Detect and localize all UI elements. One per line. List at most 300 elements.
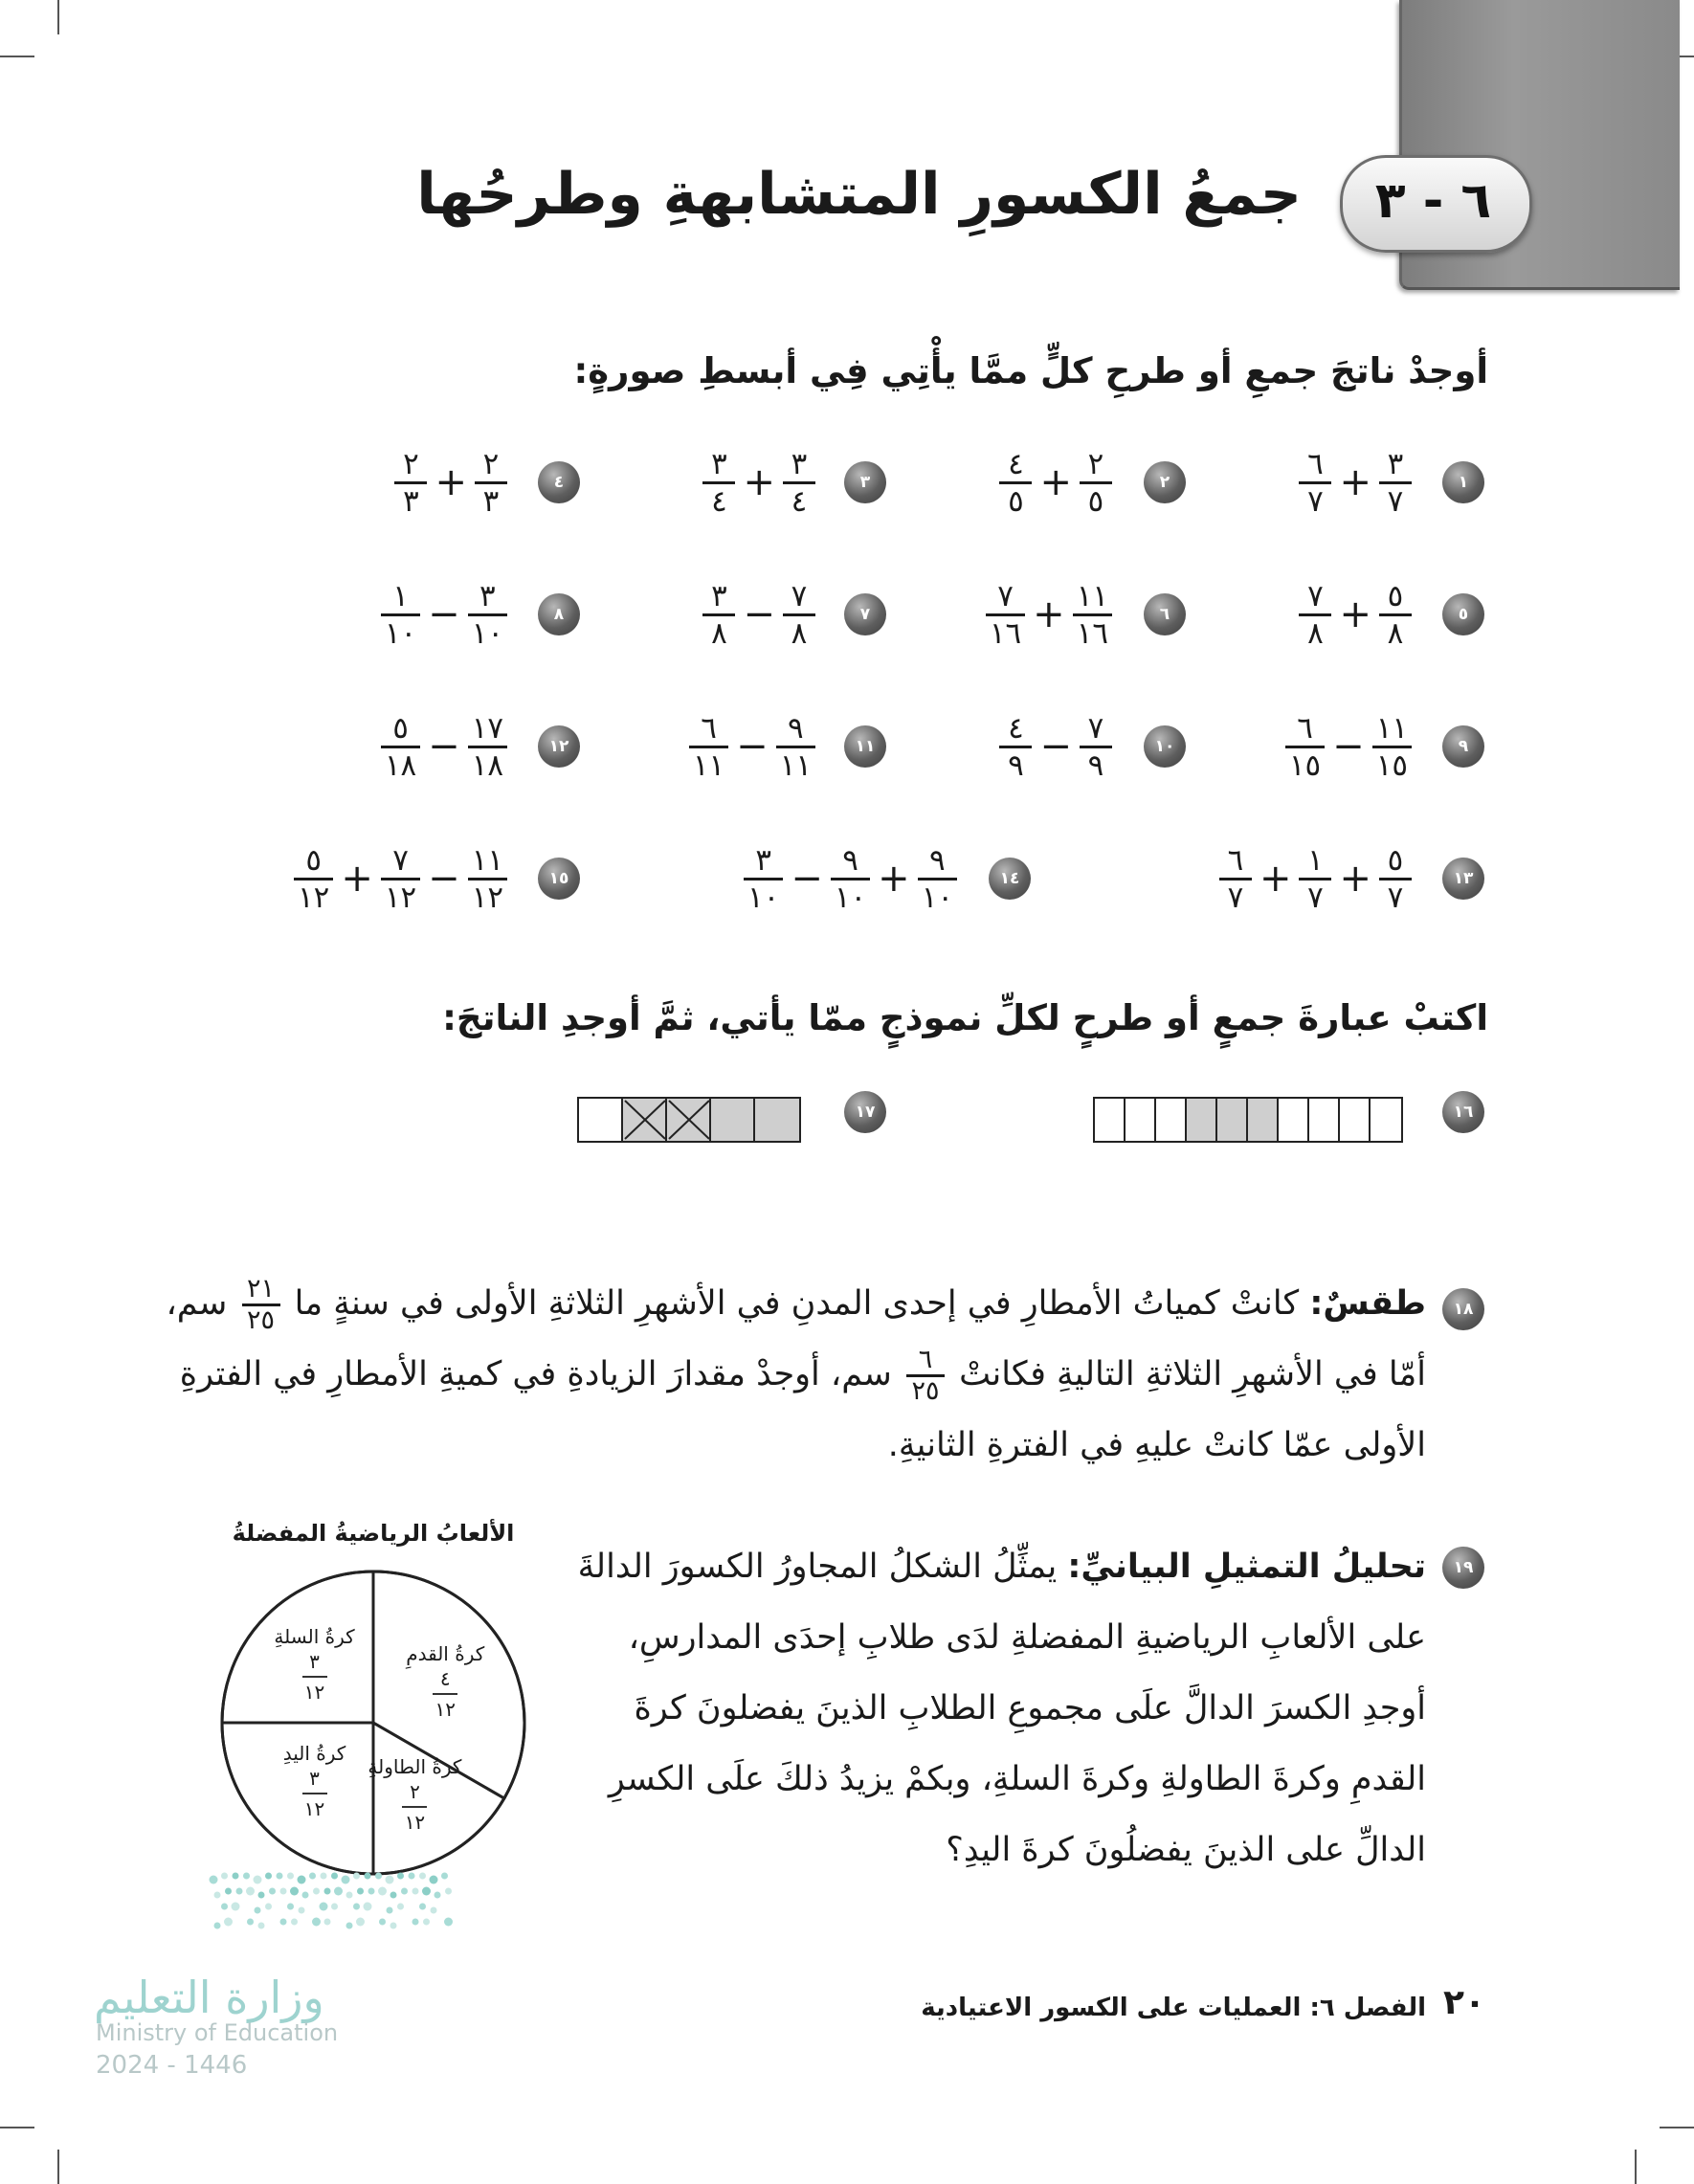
fraction [1285, 711, 1325, 783]
operator: + [878, 857, 910, 901]
logo-dot [342, 1876, 350, 1884]
operator: − [736, 724, 769, 769]
logo-dot [247, 1919, 254, 1926]
logo-dot [390, 1923, 397, 1929]
logo-dot [397, 1904, 404, 1910]
numerator: ١ [392, 578, 409, 613]
exercise-bullet: ٧ [844, 593, 886, 635]
fraction-expression [381, 706, 507, 787]
fraction [381, 843, 420, 915]
fraction [1299, 843, 1331, 915]
denominator: ١٦ [1076, 615, 1108, 651]
ministry-name-english: Ministry of Education [96, 2019, 339, 2046]
logo-dot [419, 1873, 426, 1880]
fraction [783, 447, 815, 519]
numerator: ٤ [1008, 446, 1024, 481]
operator: + [341, 857, 373, 901]
numerator: ٣ [755, 842, 772, 878]
numerator: ٩ [929, 842, 946, 878]
logo-dot [445, 1888, 452, 1895]
denominator: ١٨ [384, 747, 417, 783]
logo-dot [265, 1904, 272, 1910]
fraction [689, 711, 728, 783]
bar-cell [1156, 1099, 1187, 1141]
exercise-bullet: ١٣ [1442, 858, 1484, 900]
numerator: ٤ [439, 1666, 451, 1690]
slice-name: كرةُ اليدِ [282, 1742, 346, 1766]
exercise-bullet: ٣ [844, 461, 886, 503]
logo-dot [258, 1892, 265, 1899]
numerator: ٣ [791, 446, 808, 481]
denominator: ١١ [779, 747, 812, 783]
problem18-line3: الأولى عمّا كانتْ عليهِ في الفترةِ الثانيةِ. [887, 1426, 1426, 1464]
numerator: ٢ [1087, 446, 1104, 481]
denominator: ١٢ [384, 880, 417, 915]
logo-dot [378, 1887, 387, 1896]
logo-dot [441, 1873, 448, 1880]
denominator: ١٠ [384, 615, 417, 651]
denominator: ٢٥ [247, 1304, 276, 1335]
exercise-bullet: ١٥ [538, 858, 580, 900]
section1-instruction: أوجدْ ناتجَ جمعِ أو طرحِ كلٍّ ممَّا يأْتِي فِي أبسطِ صورةٍ: [573, 350, 1488, 391]
problem18-label: طقسٌ: [1309, 1284, 1426, 1323]
logo-dot [214, 1892, 221, 1899]
logo-dot [221, 1873, 228, 1880]
logo-dot [287, 1904, 294, 1910]
numerator: ٧ [791, 578, 808, 613]
logo-dot [298, 1876, 306, 1884]
operator: + [1339, 857, 1371, 901]
exercise-bullet: ١٤ [989, 858, 1031, 900]
exercise-bullet: ١٩ [1442, 1547, 1484, 1589]
bar-cell [1309, 1099, 1340, 1141]
logo-dot [210, 1876, 218, 1884]
logo-dot [397, 1873, 404, 1880]
logo-dot [419, 1904, 426, 1910]
crop-mark [1660, 2127, 1694, 2128]
fraction [468, 843, 507, 915]
bar-cell [1340, 1099, 1371, 1141]
numerator: ٢ [403, 446, 419, 481]
fraction [294, 843, 333, 915]
denominator: ١٨ [471, 747, 503, 783]
operator: − [743, 592, 775, 636]
logo-dot [287, 1873, 294, 1880]
logo-dot [236, 1888, 243, 1895]
logo-dot [291, 1919, 298, 1926]
bar-cell [1095, 1099, 1126, 1141]
denominator: ١٢ [435, 1697, 456, 1721]
fraction [776, 711, 815, 783]
logo-dot [334, 1887, 343, 1896]
numerator: ٩ [788, 710, 804, 746]
problem19-line1: يمثِّلُ الشكلُ المجاورُ الكسورَ الدالةَ [577, 1548, 1058, 1586]
bar-cell [1248, 1099, 1279, 1141]
fraction [783, 579, 815, 651]
fraction-expression [1285, 706, 1412, 787]
fraction-expression [744, 838, 957, 919]
exercise-bullet: ١٢ [538, 725, 580, 768]
pie-slice-label [267, 1741, 363, 1821]
numerator: ٣ [479, 578, 496, 613]
operator: + [435, 460, 467, 504]
operator: − [428, 857, 460, 901]
numerator: ٧ [392, 842, 409, 878]
denominator: ٣ [403, 483, 419, 519]
logo-dot [390, 1892, 397, 1899]
operator: + [1259, 857, 1292, 901]
ministry-logo-dots-icon [206, 1866, 455, 1943]
crop-mark [1635, 2150, 1637, 2184]
fraction [1080, 711, 1112, 783]
logo-dot [246, 1887, 255, 1896]
logo-dot [346, 1892, 353, 1899]
logo-dot [320, 1903, 328, 1911]
fraction [1080, 447, 1112, 519]
fraction-bar [402, 1806, 427, 1808]
operator: + [1039, 460, 1072, 504]
logo-dot [290, 1887, 299, 1896]
fraction-expression [394, 442, 507, 523]
numerator: ١١ [1076, 578, 1108, 613]
operator: − [1332, 724, 1365, 769]
logo-dot [232, 1903, 240, 1911]
denominator: ١٢ [303, 1680, 325, 1704]
numerator: ٣ [309, 1767, 320, 1791]
logo-dot [255, 1907, 261, 1914]
lesson-title: جمعُ الكسورِ المتشابهةِ وطرحُها [416, 161, 1302, 228]
denominator: ١٢ [303, 1797, 325, 1821]
numerator: ١ [1307, 842, 1324, 878]
numerator: ٥ [392, 710, 409, 746]
fraction-expression [1219, 838, 1412, 919]
denominator: ١٠ [747, 880, 780, 915]
operator: − [1039, 724, 1072, 769]
exercise-bullet: ١٦ [1442, 1091, 1484, 1133]
denominator: ٧ [1307, 483, 1324, 519]
slice-name: كرةُ الطاولةِ [368, 1755, 462, 1779]
denominator: ١٥ [1375, 747, 1408, 783]
fraction [918, 843, 957, 915]
numerator: ٦ [1227, 842, 1244, 878]
logo-dot [214, 1923, 221, 1929]
crop-mark [57, 0, 59, 34]
crop-mark [0, 2127, 34, 2128]
logo-dot [412, 1888, 419, 1895]
crop-mark [0, 56, 34, 57]
numerator: ٣ [711, 446, 727, 481]
fraction-bar [433, 1693, 457, 1695]
slice-name: كرةُ السلةِ [274, 1624, 355, 1648]
logo-dot [258, 1923, 265, 1929]
exercise-bullet: ٥ [1442, 593, 1484, 635]
operator: + [1033, 592, 1065, 636]
problem19-line2: على الألعابِ الرياضيةِ المفضلةِ لدَى طلابِ إحدَى المدارسِ، [628, 1618, 1426, 1657]
logo-dot [435, 1892, 441, 1899]
fraction-expression [689, 706, 815, 787]
bar-cell-crossed [623, 1099, 667, 1141]
fraction-expression [999, 706, 1112, 787]
numerator: ٣ [711, 578, 727, 613]
problem18-line1b: سم، [166, 1284, 228, 1323]
numerator: ٢ [482, 446, 500, 481]
numerator: ١١ [1375, 710, 1408, 746]
logo-dot [299, 1907, 305, 1914]
bar-cell [579, 1099, 623, 1141]
numerator: ٧ [1087, 710, 1104, 746]
denominator: ٧ [1227, 880, 1244, 915]
logo-dot [331, 1904, 338, 1910]
slice-name: كرةُ القدمِ [406, 1641, 485, 1665]
fraction-bar [302, 1793, 327, 1794]
logo-dot [312, 1918, 321, 1927]
fraction-expression [381, 574, 507, 655]
denominator: ١٠ [921, 880, 953, 915]
operator: − [791, 857, 823, 901]
fraction [1299, 579, 1331, 651]
logo-dot [280, 1919, 287, 1926]
fraction-expression [702, 442, 815, 523]
fraction-expression [702, 574, 815, 655]
fraction [702, 579, 735, 651]
numerator: ٧ [1307, 578, 1324, 613]
fraction [1379, 843, 1412, 915]
bar-cell-crossed [667, 1099, 711, 1141]
numerator: ٢ [410, 1780, 420, 1804]
crop-mark [57, 2150, 59, 2184]
exercise-bullet: ٤ [538, 461, 580, 503]
fraction [381, 711, 420, 783]
logo-dot [254, 1876, 262, 1884]
operator: + [1339, 460, 1371, 504]
exercise-bullet: ٩ [1442, 725, 1484, 768]
fraction-expression [1299, 574, 1412, 655]
denominator: ١٦ [989, 615, 1022, 651]
exercise-bullet: ٢ [1144, 461, 1186, 503]
exercise-bullet: ١٨ [1442, 1288, 1484, 1330]
logo-dot [387, 1907, 393, 1914]
logo-dot [356, 1918, 365, 1927]
logo-dot [357, 1888, 364, 1895]
logo-dot [401, 1888, 408, 1895]
fraction [394, 447, 427, 519]
denominator: ٨ [711, 615, 727, 651]
cross-icon [623, 1099, 667, 1141]
exercise-bullet: ١١ [844, 725, 886, 768]
denominator: ٣ [482, 483, 500, 519]
bar-cell [1279, 1099, 1309, 1141]
logo-dot [221, 1904, 228, 1910]
logo-dot [346, 1923, 353, 1929]
denominator: ١٢ [298, 880, 330, 915]
fraction [1379, 447, 1412, 519]
bar-cell [1126, 1099, 1156, 1141]
fraction-expression [999, 442, 1112, 523]
fraction [242, 1275, 280, 1335]
ministry-name-arabic: وزارة التعليم [94, 1972, 324, 2023]
logo-dot [302, 1892, 309, 1899]
operator: − [428, 592, 460, 636]
denominator: ١٠ [834, 880, 867, 915]
problem18-line1a: كانتْ كمياتُ الأمطارِ في إحدى المدنِ في الأشهرِ الثلاثةِ الأولى في سنةٍ ما [294, 1284, 1300, 1323]
chart-title: الألعابُ الرياضيةُ المفضلةُ [232, 1520, 515, 1547]
cross-icon [667, 1099, 711, 1141]
denominator: ١١ [692, 747, 725, 783]
denominator: ٧ [1387, 880, 1404, 915]
numerator: ٦ [918, 1344, 933, 1374]
numerator: ٦ [701, 710, 717, 746]
numerator: ٢١ [247, 1273, 276, 1304]
fraction [1379, 579, 1412, 651]
numerator: ٥ [1387, 842, 1404, 878]
fraction-expression [1299, 442, 1412, 523]
logo-dot [444, 1918, 453, 1927]
bar-cell [1187, 1099, 1217, 1141]
fraction [999, 447, 1032, 519]
logo-dot [309, 1873, 316, 1880]
denominator: ٧ [1387, 483, 1404, 519]
logo-dot [375, 1873, 382, 1880]
bar-cell [1217, 1099, 1248, 1141]
numerator: ١٧ [471, 710, 503, 746]
exercise-bullet: ١٧ [844, 1091, 886, 1133]
bar-cell [755, 1099, 799, 1141]
numerator: ٥ [305, 842, 323, 878]
fraction [986, 579, 1025, 651]
ministry-year: 2024 - 1446 [96, 2051, 248, 2080]
logo-dot [353, 1904, 360, 1910]
logo-dot [265, 1873, 272, 1880]
fraction [468, 579, 507, 651]
logo-dot [423, 1919, 430, 1926]
problem18-text [134, 1268, 1426, 1481]
lesson-number: ٦ - ٣ [1374, 172, 1492, 230]
logo-dot [368, 1888, 375, 1895]
denominator: ١٢ [471, 880, 503, 915]
logo-dot [224, 1918, 233, 1927]
numerator: ٤ [1008, 710, 1024, 746]
numerator: ٣ [1387, 446, 1404, 481]
numerator: ٥ [1387, 578, 1404, 613]
problem18-line2b: سم، أوجدْ مقدارَ الزيادةِ في كميةِ الأمطارِ في الفترةِ [179, 1355, 892, 1393]
logo-dot [324, 1919, 331, 1926]
fraction [1372, 711, 1412, 783]
fraction [744, 843, 783, 915]
logo-dot [277, 1873, 283, 1880]
numerator: ٦ [1307, 446, 1324, 481]
denominator: ٩ [1087, 747, 1104, 783]
fraction-bar [302, 1676, 327, 1678]
operator: + [743, 460, 775, 504]
fraction [1219, 843, 1252, 915]
bar-model-17 [577, 1097, 801, 1143]
logo-dot [412, 1919, 419, 1926]
pie-slice-label [267, 1624, 363, 1705]
denominator: ٩ [1008, 747, 1024, 783]
logo-dot [353, 1873, 360, 1880]
fraction [906, 1346, 945, 1406]
logo-dot [430, 1876, 438, 1884]
denominator: ٨ [1387, 615, 1404, 651]
bar-cell [1371, 1099, 1401, 1141]
denominator: ٤ [791, 483, 808, 519]
operator: − [428, 724, 460, 769]
problem19-label: تحليلُ التمثيلِ البيانيِّ: [1067, 1548, 1426, 1586]
denominator: ٤ [711, 483, 727, 519]
numerator: ٦ [1297, 710, 1313, 746]
logo-dot [364, 1903, 372, 1911]
denominator: ٢٥ [911, 1375, 940, 1406]
fraction [475, 447, 507, 519]
pie-slice-label [397, 1641, 493, 1722]
fraction-expression [986, 574, 1112, 655]
logo-dot [386, 1876, 394, 1884]
logo-dot [379, 1919, 386, 1926]
problem19-line5: الدالِّ على الذينَ يفضلُونَ كرةَ اليدِ؟ [946, 1831, 1426, 1869]
fraction [1073, 579, 1112, 651]
denominator: ٨ [1307, 615, 1324, 651]
numerator: ٩ [842, 842, 858, 878]
problem19-line4: القدمِ وكرةَ الطاولةِ وكرةَ السلةِ، وبكمْ يزيدُ ذلكَ علَى الكسرِ [608, 1760, 1426, 1798]
denominator: ٥ [1087, 483, 1104, 519]
denominator: ٨ [791, 615, 808, 651]
numerator: ٣ [309, 1649, 320, 1673]
exercise-bullet: ٨ [538, 593, 580, 635]
denominator: ٧ [1307, 880, 1324, 915]
numerator: ١١ [471, 842, 503, 878]
logo-dot [321, 1873, 327, 1880]
fraction [381, 579, 420, 651]
chapter-title: الفصل ٦: العمليات على الكسور الاعتيادية [921, 1994, 1426, 2022]
exercise-bullet: ١٠ [1144, 725, 1186, 768]
logo-dot [280, 1888, 287, 1895]
denominator: ١٢ [404, 1811, 426, 1835]
logo-dot [409, 1873, 415, 1880]
bar-model-16 [1093, 1097, 1403, 1143]
denominator: ٥ [1008, 483, 1024, 519]
logo-dot [365, 1873, 371, 1880]
logo-dot [225, 1888, 232, 1895]
fraction [468, 711, 507, 783]
exercise-bullet: ١ [1442, 461, 1484, 503]
problem19-line3: أوجدِ الكسرَ الدالَّ علَى مجموعِ الطلابِ الذينَ يفضلونَ كرةَ [634, 1689, 1426, 1727]
logo-dot [324, 1888, 331, 1895]
denominator: ١٥ [1288, 747, 1322, 783]
problem18-line2a: أمّا في الأشهرِ الثلاثةِ التاليةِ فكانتْ [959, 1355, 1426, 1393]
logo-dot [243, 1873, 250, 1880]
fraction [1299, 447, 1331, 519]
numerator: ٧ [997, 578, 1014, 613]
denominator: ١٠ [471, 615, 503, 651]
fraction [999, 711, 1032, 783]
logo-dot [431, 1907, 437, 1914]
operator: + [1339, 592, 1371, 636]
logo-dot [331, 1873, 338, 1880]
pie-slice-label [367, 1754, 462, 1835]
logo-dot [313, 1888, 320, 1895]
problem19-text [469, 1531, 1426, 1885]
page-number: ٢٠ [1443, 1983, 1485, 2022]
exercise-bullet: ٦ [1144, 593, 1186, 635]
bar-cell [711, 1099, 755, 1141]
logo-dot [269, 1888, 276, 1895]
fraction [831, 843, 870, 915]
logo-dot [422, 1887, 431, 1896]
fraction-expression [294, 838, 507, 919]
fraction [702, 447, 735, 519]
section2-instruction: اكتبْ عبارةَ جمعٍ أو طرحٍ لكلِّ نموذجٍ ممّا يأتي، ثمَّ أوجدِ الناتجَ: [442, 997, 1488, 1038]
logo-dot [233, 1873, 239, 1880]
